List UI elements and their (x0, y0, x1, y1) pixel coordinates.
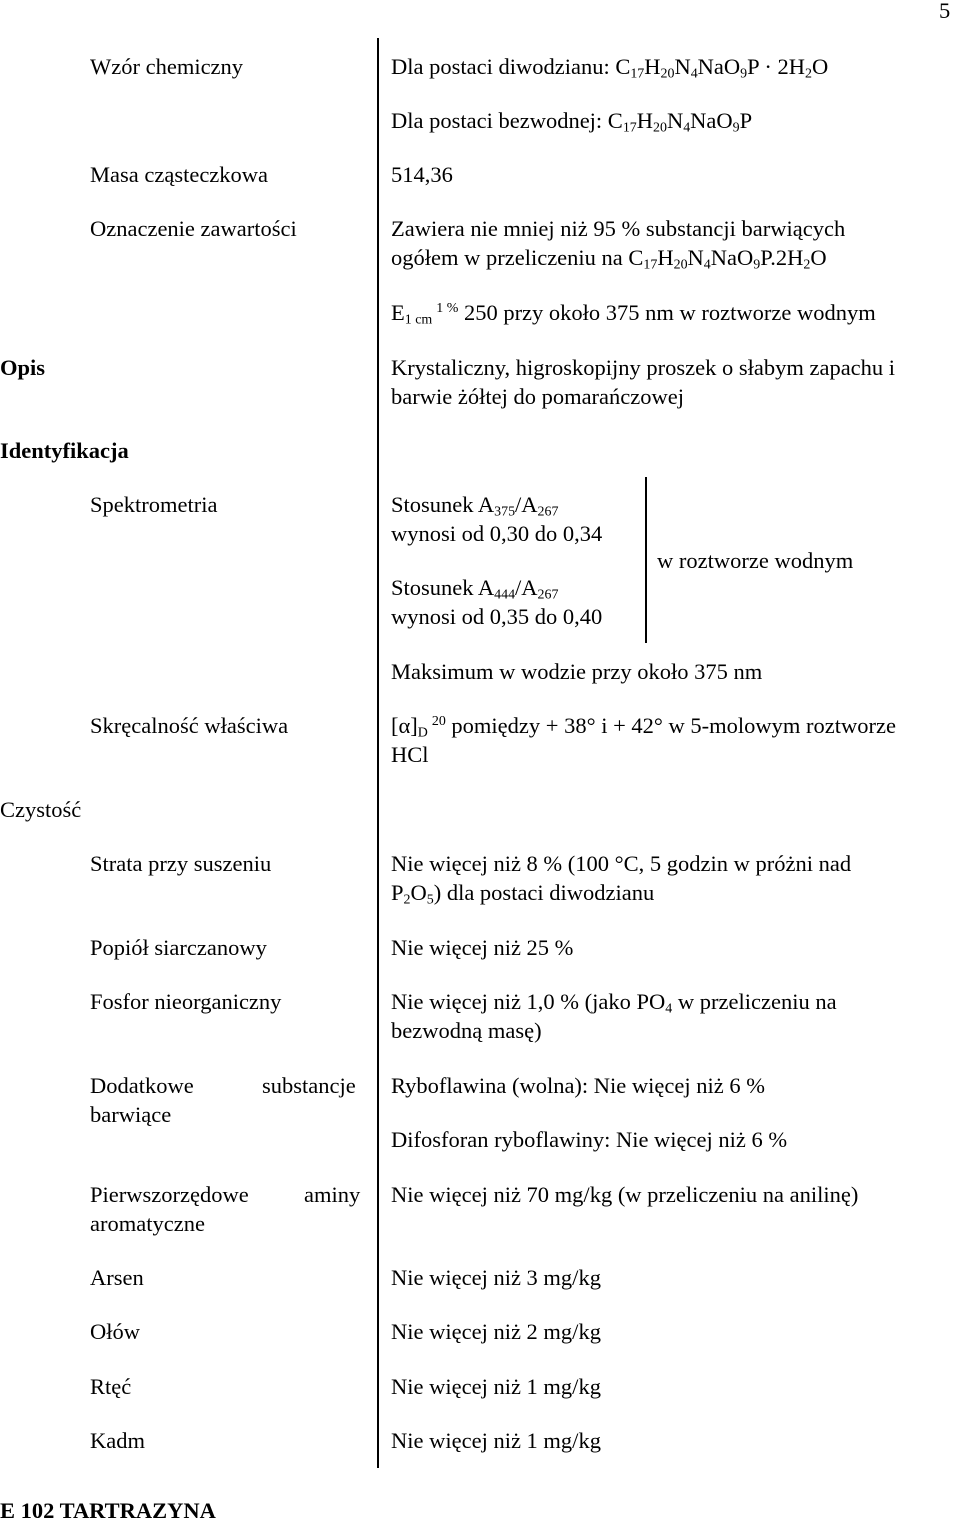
subsidiary-colours-label-a: Dodatkowe (90, 1073, 194, 1098)
sulfated-ash-label: Popiół siarczanowy (90, 935, 267, 960)
aqueous-solution-note: w roztworze wodnym (657, 548, 854, 573)
mercury-value: Nie więcej niż 1 mg/kg (391, 1374, 601, 1399)
arsenic-value: Nie więcej niż 3 mg/kg (391, 1265, 601, 1290)
specific-rotation-line-2: HCl (391, 742, 429, 767)
assay-label: Oznaczenie zawartości (90, 216, 297, 241)
aromatic-amines-value: Nie więcej niż 70 mg/kg (w przeliczeniu na anilinę) (391, 1182, 859, 1207)
loss-on-drying-line-2: $P_2O_5$) dla postaci diwodzianu (391, 880, 655, 908)
mercury-label: Rtęć (90, 1374, 132, 1399)
ratio-2-line-2: wynosi od 0,35 do 0,40 (391, 604, 603, 629)
subsidiary-colours-label-c: barwiące (90, 1102, 172, 1127)
ratio-2-line-1: Stosunek $A_{444}/A_{267}$ (391, 575, 559, 603)
molar-mass-value: 514,36 (391, 162, 453, 187)
column-divider (377, 38, 379, 1468)
sulfated-ash-value: Nie więcej niż 25 % (391, 935, 574, 960)
inorganic-phosphorus-label: Fosfor nieorganiczny (90, 989, 282, 1014)
cadmium-label: Kadm (90, 1428, 145, 1453)
loss-on-drying-label: Strata przy suszeniu (90, 851, 272, 876)
next-section-heading: E 102 TARTRAZYNA (0, 1498, 216, 1523)
lead-value: Nie więcej niż 2 mg/kg (391, 1319, 601, 1344)
specific-rotation-line-1: $[\alpha]_D^{20}$ pomiędzy + 38° i + 42° w 5-molowym roztworze (391, 713, 896, 741)
identification-heading: Identyfikacja (0, 438, 129, 463)
riboflavin-limit: Ryboflawina (wolna): Nie więcej niż 6 % (391, 1073, 765, 1098)
maximum-absorption: Maksimum w wodzie przy około 375 nm (391, 659, 763, 684)
inorganic-phosphorus-line-1: Nie więcej niż 1,0 % (jako $PO_4$ w przeliczeniu na (391, 989, 837, 1017)
assay-line-1: Zawiera nie mniej niż 95 % substancji barwiących (391, 216, 846, 241)
spectrometry-label: Spektrometria (90, 492, 218, 517)
aromatic-amines-label-c: aromatyczne (90, 1211, 205, 1236)
aromatic-amines-label-b: aminy (304, 1182, 361, 1207)
loss-on-drying-line-1: Nie więcej niż 8 % (100 °C, 5 godzin w próżni nad (391, 851, 852, 876)
cadmium-value: Nie więcej niż 1 mg/kg (391, 1428, 601, 1453)
extinction-spec: $E_{1 cm}^{1 \%}$ 250 przy około 375 nm w roztworze wodnym (391, 300, 876, 328)
assay-line-2: ogółem w przeliczeniu na $C_{17}H_{20}N_4NaO_9P.2H_2O$ (391, 245, 827, 273)
ratio-bracket-line (645, 477, 647, 643)
formula-dihydrate: Dla postaci diwodzianu: $C_{17}H_{20}N_4NaO_9P \cdot 2H_2O$ (391, 54, 829, 82)
page-number: 5 (939, 0, 951, 23)
lead-label: Ołów (90, 1319, 140, 1344)
formula-anhydrous: Dla postaci bezwodnej: $C_{17}H_{20}N_4NaO_9P$ (391, 108, 753, 136)
description-line-1: Krystaliczny, higroskopijny proszek o słabym zapachu i (391, 355, 896, 380)
description-heading: Opis (0, 355, 46, 380)
ratio-1-line-1: Stosunek $A_{375}/A_{267}$ (391, 492, 559, 520)
inorganic-phosphorus-line-2: bezwodną masę) (391, 1018, 542, 1043)
subsidiary-colours-label-b: substancje (262, 1073, 356, 1098)
formula-label: Wzór chemiczny (90, 54, 244, 79)
molar-mass-label: Masa cząsteczkowa (90, 162, 269, 187)
arsenic-label: Arsen (90, 1265, 144, 1290)
purity-heading: Czystość (0, 797, 82, 822)
riboflavin-diphosphate-limit: Difosforan ryboflawiny: Nie więcej niż 6 % (391, 1127, 788, 1152)
description-line-2: barwie żółtej do pomarańczowej (391, 384, 684, 409)
specific-rotation-label: Skręcalność właściwa (90, 713, 289, 738)
aromatic-amines-label-a: Pierwszorzędowe (90, 1182, 249, 1207)
ratio-1-line-2: wynosi od 0,30 do 0,34 (391, 521, 603, 546)
